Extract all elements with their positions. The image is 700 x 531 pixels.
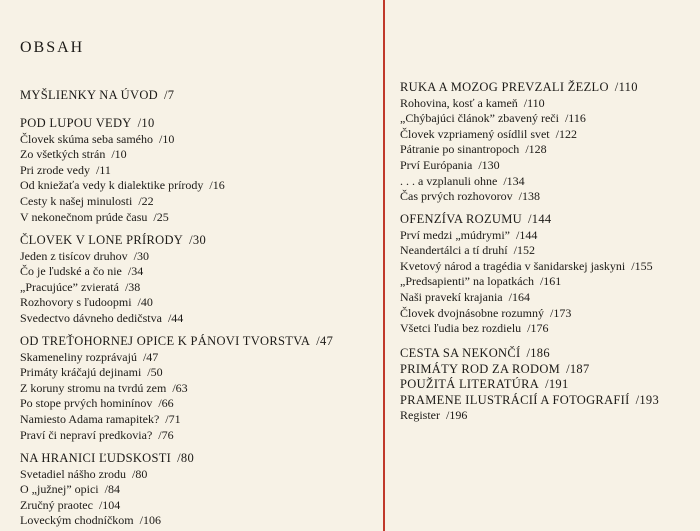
toc-section: [20, 116, 225, 225]
toc-entry[interactable]: Svetadiel nášho zrodu /80: [20, 466, 148, 481]
toc-entry[interactable]: Cesty k našej minulosti /22: [20, 193, 154, 208]
page-number: /173: [549, 305, 572, 320]
toc-entry[interactable]: Skameneliny rozprávajú /47: [20, 349, 159, 364]
toc-entry[interactable]: Od kniežaťa vedy k dialektike prírody /16: [20, 178, 225, 193]
page-number: /10: [111, 147, 127, 162]
toc-entry[interactable]: O „južnej” opici /84: [20, 482, 120, 497]
page-number: /187: [566, 361, 590, 376]
toc-section: [20, 88, 174, 104]
toc-section: [400, 212, 653, 337]
page-number: /80: [177, 451, 195, 465]
page-number: /80: [131, 466, 148, 481]
page-number: /144: [528, 212, 552, 226]
toc-entry[interactable]: Kvetový národ a tragédia v šanidarskej jaskyni /155: [400, 258, 653, 273]
page-number: /138: [518, 189, 540, 204]
toc-entry[interactable]: Čas prvých rozhovorov /138: [400, 189, 540, 204]
page-number: /10: [137, 116, 155, 130]
page-number: /44: [167, 310, 184, 325]
page-number: /122: [555, 126, 577, 141]
page-number: /16: [209, 178, 225, 193]
page-number: /144: [515, 227, 538, 242]
page-number: /11: [95, 162, 111, 177]
page-number: /40: [137, 295, 153, 310]
toc-entry[interactable]: Pri zrode vedy /11: [20, 162, 111, 177]
page-number: /63: [172, 380, 188, 395]
page-number: /196: [446, 408, 468, 423]
page-number: /30: [133, 248, 149, 263]
toc-section-title[interactable]: MYŠLIENKY NA ÚVOD /7: [20, 88, 175, 102]
toc-section: [20, 334, 333, 443]
page-number: /30: [189, 233, 207, 247]
toc-entry[interactable]: Človek vzpriamený osídlil svet /122: [400, 126, 577, 141]
toc-section-title[interactable]: RUKA A MOZOG PREVZALI ŽEZLO /110: [400, 80, 638, 94]
toc-entry[interactable]: Prví medzi „múdrymi” /144: [400, 227, 538, 242]
toc-entry[interactable]: Jeden z tisícov druhov /30: [20, 248, 149, 263]
page-number: /50: [147, 365, 163, 380]
toc-section: [400, 346, 659, 424]
page-fold-line: [383, 0, 385, 531]
toc-section-title[interactable]: POD LUPOU VEDY /10: [20, 116, 155, 130]
toc-entry[interactable]: Loveckým chodníčkom /106: [20, 513, 161, 528]
page-number: /71: [165, 411, 181, 426]
toc-entry[interactable]: Neandertálci a tí druhí /152: [400, 243, 535, 258]
page-number: /76: [158, 427, 174, 442]
page-number: /10: [158, 131, 175, 146]
page-number: /110: [523, 95, 545, 110]
toc-entry[interactable]: Čo je ľudské a čo nie /34: [20, 264, 144, 279]
toc-entry[interactable]: Register /196: [400, 408, 468, 423]
page-number: /47: [142, 349, 159, 364]
page-number: /104: [98, 497, 121, 512]
page-number: /47: [316, 334, 334, 348]
toc-entry[interactable]: Všetci ľudia bez rozdielu /176: [400, 321, 549, 336]
toc-section-title[interactable]: CESTA SA NEKONČÍ /186: [400, 346, 550, 360]
page-number: /116: [564, 111, 586, 126]
page-number: /155: [631, 258, 653, 273]
toc-entry[interactable]: Zručný praotec /104: [20, 497, 121, 512]
toc-section: [400, 80, 638, 205]
toc-section-title[interactable]: OFENZÍVA ROZUMU /144: [400, 212, 552, 226]
toc-section-title[interactable]: PRAMENE ILUSTRÁCIÍ A FOTOGRAFIÍ /193: [400, 392, 660, 407]
page-number: /66: [158, 396, 174, 411]
page-number: /191: [545, 377, 569, 392]
toc-entry[interactable]: Človek dvojnásobne rozumný /173: [400, 305, 572, 320]
page-number: /38: [124, 279, 141, 294]
toc-entry[interactable]: Prví Európania /130: [400, 157, 500, 172]
toc-entry[interactable]: V nekonečnom prúde času /25: [20, 209, 169, 224]
toc-entry[interactable]: Z koruny stromu na tvrdú zem /63: [20, 380, 188, 395]
toc-entry[interactable]: . . . a vzplanuli ohne /134: [400, 173, 525, 188]
page-number: /186: [526, 346, 550, 360]
page-number: /134: [503, 173, 525, 188]
page-number: /7: [163, 88, 175, 102]
toc-entry[interactable]: Rohovina, kosť a kameň /110: [400, 95, 545, 110]
toc-section-title[interactable]: OD TREŤOHORNEJ OPICE K PÁNOVI TVORSTVA /47: [20, 334, 334, 348]
toc-entry[interactable]: Rozhovory s ľudoopmi /40: [20, 295, 153, 310]
toc-entry[interactable]: „Pracujúce” zvieratá /38: [20, 279, 141, 294]
page-number: /161: [539, 274, 562, 289]
toc-entry[interactable]: Praví či nepraví predkovia? /76: [20, 427, 174, 442]
toc-entry[interactable]: „Predsapienti” na lopatkách /161: [400, 274, 562, 289]
toc-section-title[interactable]: ČLOVEK V LONE PRÍRODY /30: [20, 233, 207, 247]
page-number: /110: [614, 80, 638, 94]
page-number: /193: [635, 392, 660, 407]
page-number: /164: [508, 289, 530, 304]
toc-entry[interactable]: Zo všetkých strán /10: [20, 147, 127, 162]
page-number: /106: [139, 513, 161, 528]
page-number: /22: [138, 193, 154, 208]
page-number: /128: [525, 142, 547, 157]
toc-section-title[interactable]: PRIMÁTY ROD ZA RODOM /187: [400, 361, 590, 376]
toc-entry[interactable]: Naši pravekí krajania /164: [400, 289, 530, 304]
toc-entry[interactable]: Svedectvo dávneho dedičstva /44: [20, 310, 184, 325]
toc-section-title[interactable]: POUŽITÁ LITERATÚRA /191: [400, 377, 569, 392]
toc-section: [20, 451, 194, 529]
toc-entry[interactable]: Namiesto Adama ramapitek? /71: [20, 411, 181, 426]
toc-section-title[interactable]: NA HRANICI ĽUDSKOSTI /80: [20, 451, 195, 465]
toc-entry[interactable]: Pátranie po sinantropoch /128: [400, 142, 547, 157]
page-number: /176: [527, 321, 549, 336]
toc-entry[interactable]: Po stope prvých hominínov /66: [20, 396, 174, 411]
toc-entry[interactable]: Človek skúma seba samého /10: [20, 131, 175, 146]
page-number: /84: [104, 482, 120, 497]
page-number: /25: [153, 209, 169, 224]
toc-entry[interactable]: Primáty kráčajú dejinami /50: [20, 365, 163, 380]
toc-section: [20, 233, 206, 327]
page-number: /130: [478, 157, 500, 172]
toc-entry[interactable]: „Chýbajúci článok” zbavený reči /116: [400, 111, 586, 126]
page-number: /34: [127, 264, 144, 279]
page-title: OBSAH: [20, 39, 85, 56]
page-number: /152: [513, 243, 535, 258]
